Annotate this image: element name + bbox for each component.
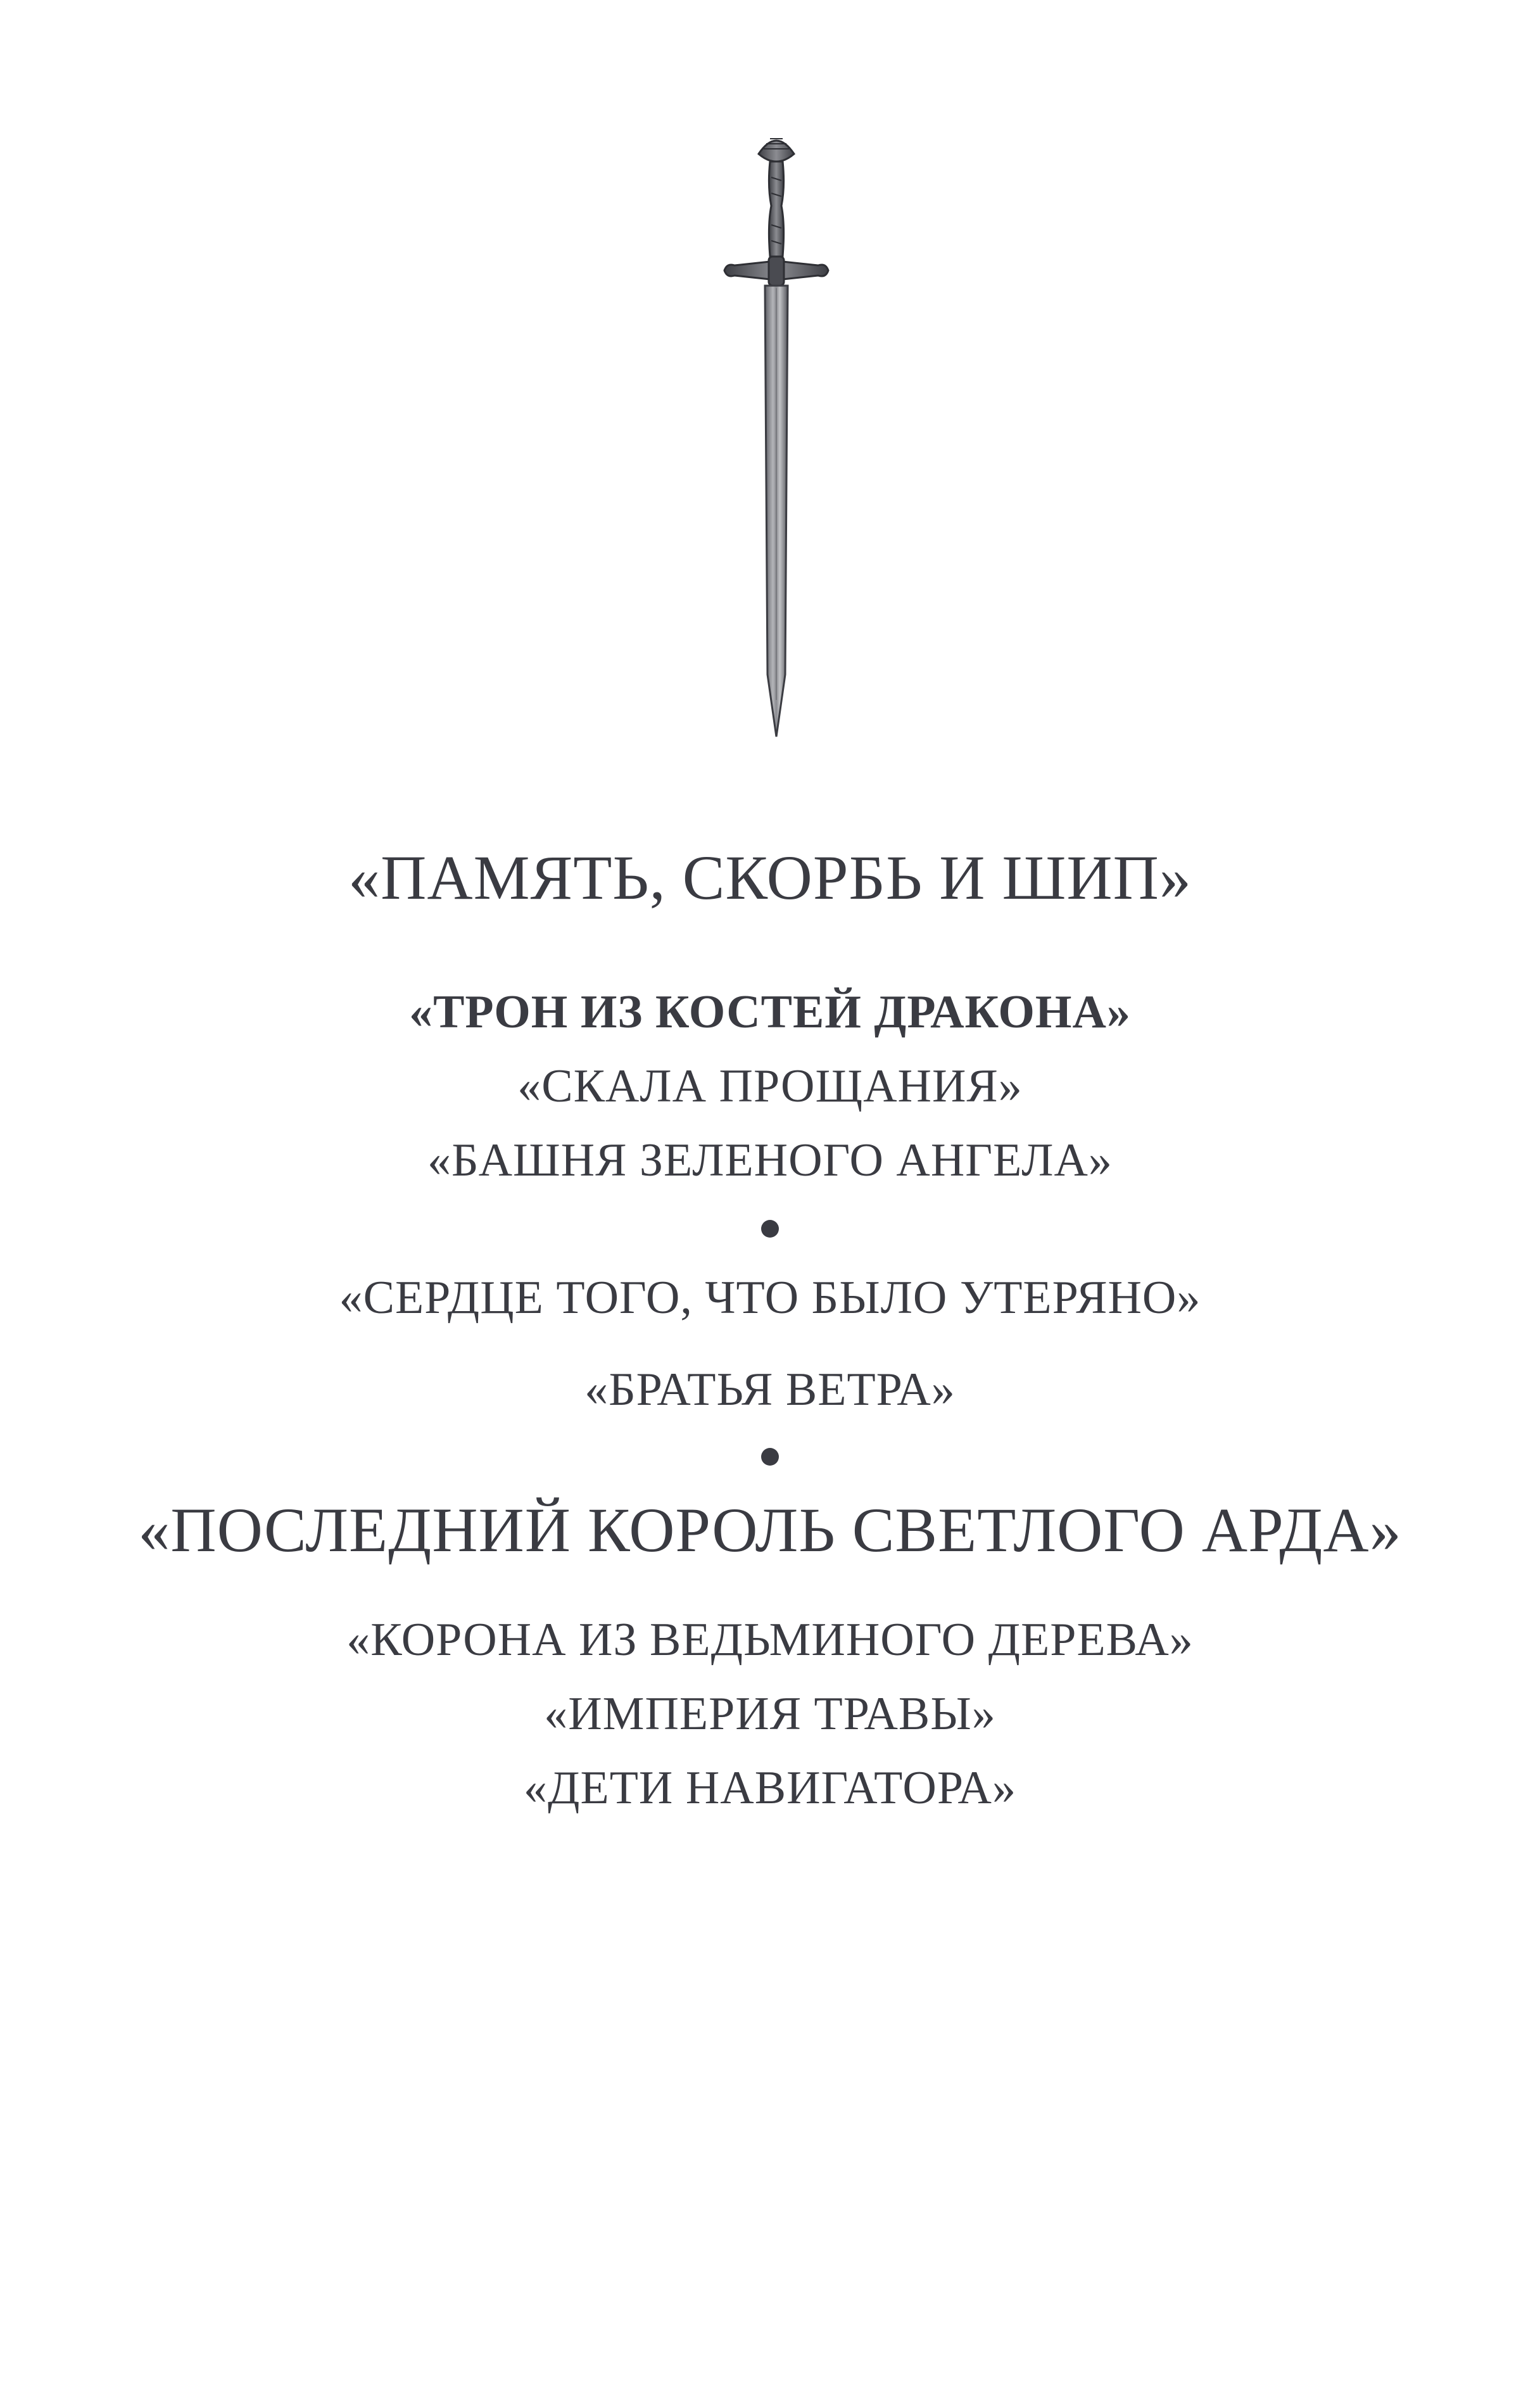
bullet-separator [761, 1448, 779, 1466]
book-title: «БАШНЯ ЗЕЛЕНОГО АНГЕЛА» [427, 1134, 1113, 1186]
book-title: «ДЕТИ НАВИГАТОРА» [524, 1762, 1016, 1814]
book-title: «СЕРДЦЕ ТОГО, ЧТО БЫЛО УТЕРЯНО» [339, 1272, 1201, 1324]
series-title-last-king-osten-ard: «ПОСЛЕДНИЙ КОРОЛЬ СВЕТЛОГО АРДА» [138, 1495, 1402, 1565]
series-title-memory-sorrow-thorn: «ПАМЯТЬ, СКОРБЬ И ШИП» [348, 842, 1192, 913]
bullet-separator [761, 1220, 779, 1238]
sword-illustration [719, 130, 833, 738]
book-title: «КОРОНА ИЗ ВЕДЬМИНОГО ДЕРЕВА» [346, 1614, 1194, 1666]
book-title: «СКАЛА ПРОЩАНИЯ» [517, 1060, 1023, 1112]
book-title: «ИМПЕРИЯ ТРАВЫ» [544, 1688, 996, 1740]
book-title: «БРАТЬЯ ВЕТРА» [584, 1364, 956, 1416]
book-title: «ТРОН ИЗ КОСТЕЙ ДРАКОНА» [409, 986, 1131, 1038]
